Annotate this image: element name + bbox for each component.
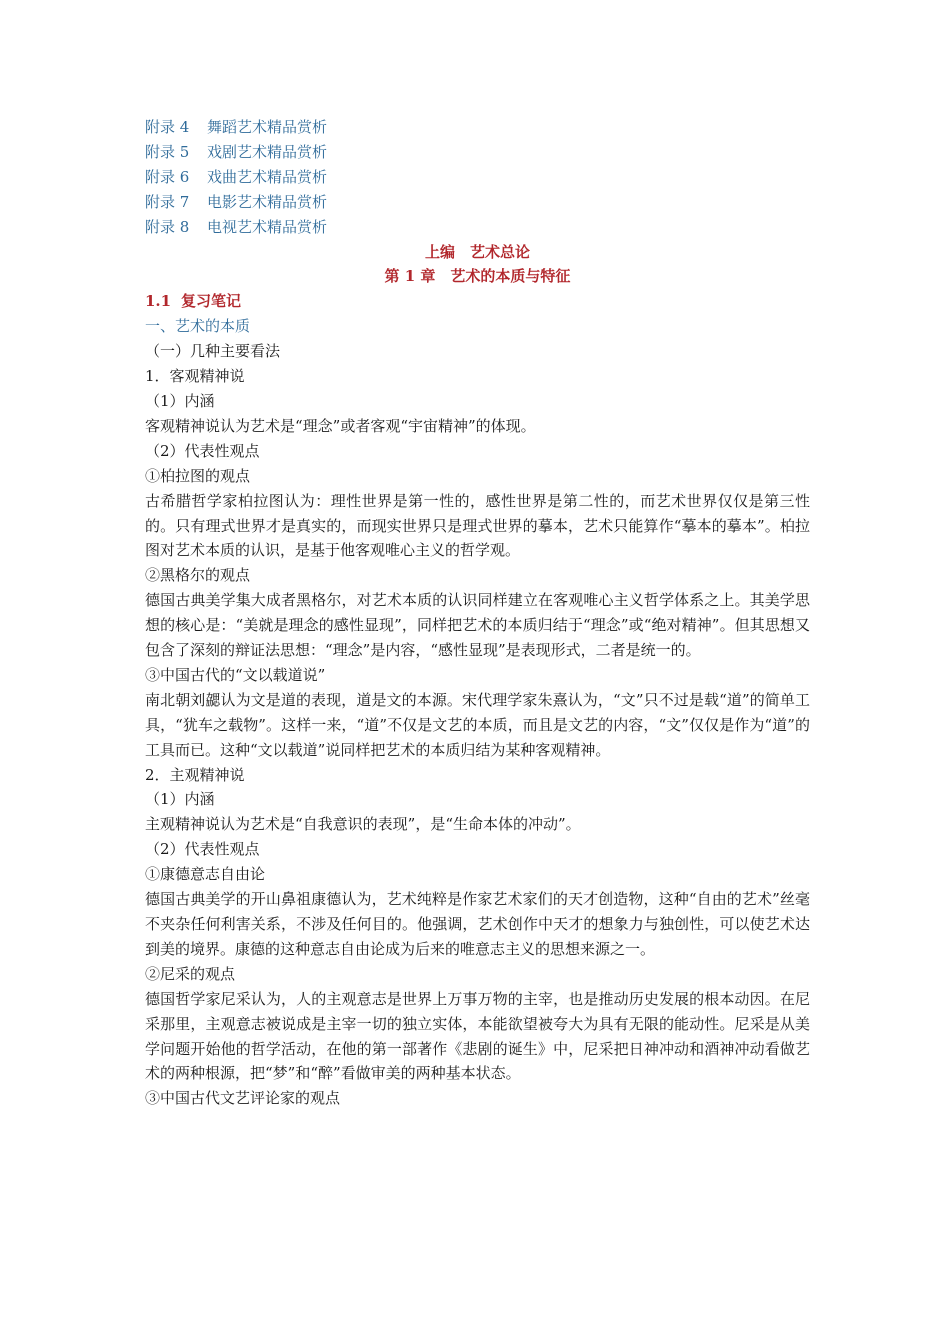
subheading: ②黑格尔的观点 [145, 566, 251, 585]
subheading: 1．客观精神说 [145, 367, 245, 386]
subheading: （一）几种主要看法 [145, 342, 281, 361]
subheading: ①康德意志自由论 [145, 865, 266, 884]
subheading: ②尼采的观点 [145, 964, 236, 983]
paragraph: 主观精神说认为艺术是“自我意识的表现”，是“生命本体的冲动”。 [145, 815, 581, 834]
topic-heading: 一、艺术的本质 [145, 317, 251, 336]
subheading: 2．主观精神说 [145, 765, 245, 784]
subheading: （2）代表性观点 [145, 840, 260, 859]
toc-entry-title: 舞蹈艺术精品赏析 [207, 118, 328, 136]
toc-entry-title: 电视艺术精品赏析 [207, 217, 328, 236]
section-number: 1.1 [145, 292, 172, 311]
toc-entry-title: 戏剧艺术精品赏析 [207, 142, 328, 161]
toc-entry[interactable] [145, 215, 810, 240]
subheading: ③中国古代文艺评论家的观点 [145, 1089, 341, 1108]
chapter-title: 第 1 章 艺术的本质与特征 [384, 267, 571, 286]
toc-entry-number: 附录 7 [145, 192, 190, 211]
paragraph: 南北朝刘勰认为文是道的表现，道是文的本源。宋代理学家朱熹认为，“文”只不过是载“道”的简单工具，“犹车之载物”。这样一来，“道”不仅是文艺的本质，而且是文艺的内容，“文”仅仅是作为“道”的工具而已。这种“文以载道”说同样把艺术的本质归结为某种客观精神。 [145, 690, 810, 759]
toc-entry-number: 附录 4 [145, 118, 190, 136]
part-title: 上编 艺术总论 [424, 242, 530, 261]
section-heading [145, 289, 810, 314]
toc-entry-title: 戏曲艺术精品赏析 [207, 167, 328, 186]
toc-entry-number: 附录 8 [145, 217, 190, 236]
paragraph: 德国哲学家尼采认为，人的主观意志是世界上万事万物的主宰，也是推动历史发展的根本动因。在尼采那里，主观意志被说成是主宰一切的独立实体，本能欲望被夸大为具有无限的能动性。尼采是从美学问题开始他的哲学活动，在他的第一部著作《悲剧的诞生》中，尼采把日神冲动和酒神冲动看做艺术的两种根源，把“梦”和“醉”看做审美的两种基本状态。 [145, 989, 810, 1083]
paragraph: 古希腊哲学家柏拉图认为：理性世界是第一性的，感性世界是第二性的，而艺术世界仅仅是第三性的。只有理式世界才是真实的，而现实世界只是理式世界的摹本，艺术只能算作“摹本的摹本”。柏拉图对艺术本质的认识，是基于他客观唯心主义的哲学观。 [145, 491, 810, 560]
toc-entry-number: 附录 6 [145, 167, 190, 186]
toc-entry[interactable] [145, 165, 810, 190]
toc-entry[interactable] [145, 115, 810, 140]
section-title: 复习笔记 [181, 292, 242, 311]
toc-entry-number: 附录 5 [145, 142, 190, 161]
subheading: ③中国古代的“文以载道说” [145, 665, 326, 684]
subheading: （1）内涵 [145, 790, 215, 809]
paragraph: 德国古典美学集大成者黑格尔，对艺术本质的认识同样建立在客观唯心主义哲学体系之上。其美学思想的核心是：“美就是理念的感性显现”，同样把艺术的本质归结于“理念”或“绝对精神”。但其思想又包含了深刻的辩证法思想：“理念”是内容，“感性显现”是表现形式，二者是统一的。 [145, 591, 810, 660]
toc-entry[interactable] [145, 140, 810, 165]
subheading: （2）代表性观点 [145, 441, 260, 460]
toc-entry-title: 电影艺术精品赏析 [207, 192, 328, 211]
paragraph: 客观精神说认为艺术是“理念”或者客观“宇宙精神”的体现。 [145, 416, 536, 435]
paragraph: 德国古典美学的开山鼻祖康德认为，艺术纯粹是作家艺术家们的天才创造物，这种“自由的艺术”丝毫不夹杂任何利害关系，不涉及任何目的。他强调，艺术创作中天才的想象力与独创性，可以使艺术达到美的境界。康德的这种意志自由论成为后来的唯意志主义的思想来源之一。 [145, 890, 810, 958]
toc-entry[interactable] [145, 190, 810, 215]
appendix-list [145, 115, 810, 240]
subheading: ①柏拉图的观点 [145, 466, 251, 485]
subheading: （1）内涵 [145, 391, 215, 410]
